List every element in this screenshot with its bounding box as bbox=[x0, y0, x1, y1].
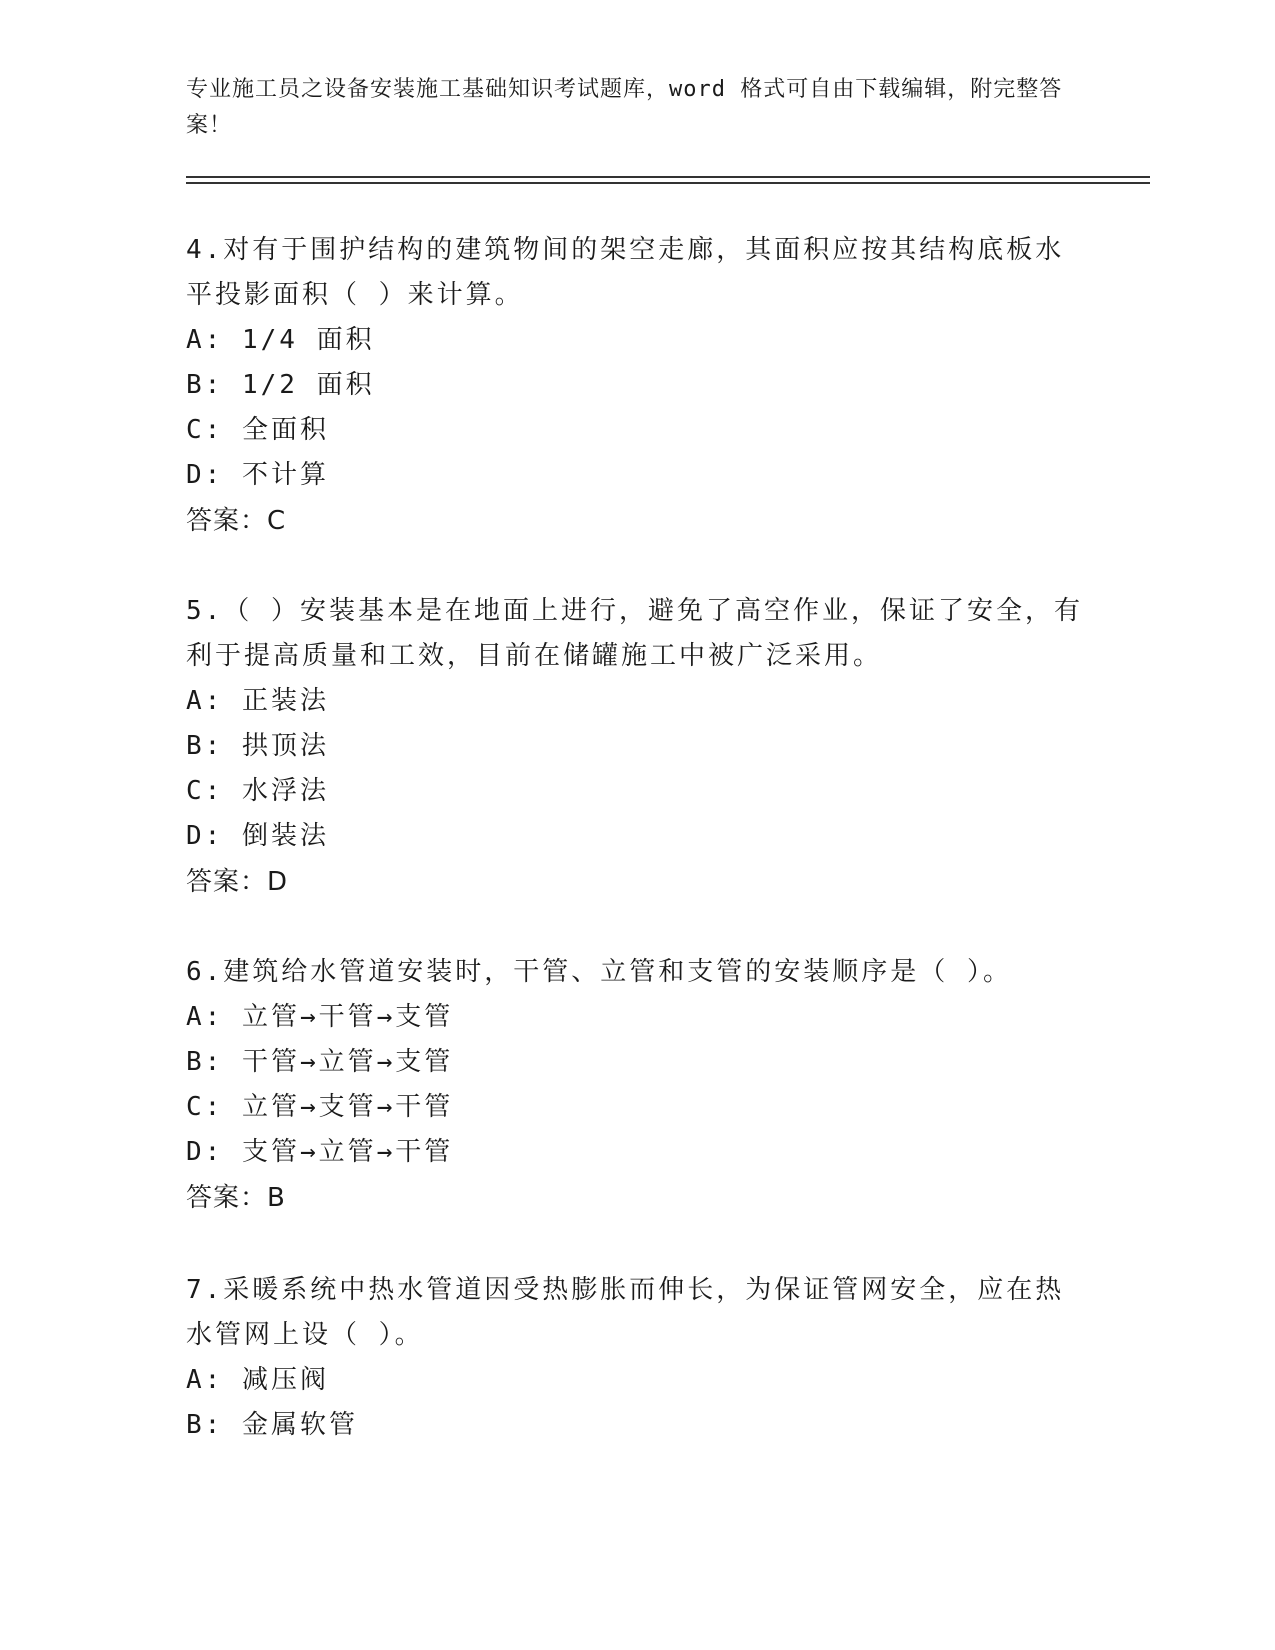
option-c: C: 全面积 bbox=[186, 415, 329, 445]
option-b: B: 拱顶法 bbox=[186, 731, 329, 761]
option-b: B: 金属软管 bbox=[186, 1410, 358, 1440]
option-c: C: 水浮法 bbox=[186, 776, 329, 806]
option-d: D: 支管→立管→干管 bbox=[186, 1137, 454, 1167]
option-b: B: 1/2 面积 bbox=[186, 370, 375, 400]
question-7 bbox=[186, 1268, 1086, 1448]
option-b: B: 干管→立管→支管 bbox=[186, 1047, 454, 1077]
question-text: 6.建筑给水管道安装时，干管、立管和支管的安装顺序是（ ）。 bbox=[186, 957, 1012, 987]
option-a: A: 1/4 面积 bbox=[186, 325, 375, 355]
question-6 bbox=[186, 950, 1086, 1221]
answer: 答案：B bbox=[186, 1183, 286, 1213]
question-5 bbox=[186, 589, 1086, 905]
header-rule-bottom bbox=[186, 182, 1150, 184]
answer: 答案：D bbox=[186, 867, 289, 897]
option-a: A: 减压阀 bbox=[186, 1365, 329, 1395]
option-d: D: 不计算 bbox=[186, 460, 329, 490]
document-header: 专业施工员之设备安装施工基础知识考试题库，word 格式可自由下载编辑，附完整答案！ bbox=[186, 77, 1063, 138]
question-text: 7.采暖系统中热水管道因受热膨胀而伸长，为保证管网安全，应在热水管网上设（ ）。 bbox=[186, 1275, 1065, 1350]
option-d: D: 倒装法 bbox=[186, 821, 329, 851]
question-text: 5.（ ）安装基本是在地面上进行，避免了高空作业，保证了安全，有利于提高质量和工效，目前在储罐施工中被广泛采用。 bbox=[186, 596, 1083, 671]
header-rule-top bbox=[186, 176, 1150, 178]
answer: 答案：C bbox=[186, 506, 287, 536]
option-a: A: 正装法 bbox=[186, 686, 329, 716]
option-c: C: 立管→支管→干管 bbox=[186, 1092, 454, 1122]
question-text: 4.对有于围护结构的建筑物间的架空走廊，其面积应按其结构底板水平投影面积（ ）来计算。 bbox=[186, 235, 1065, 310]
question-4 bbox=[186, 228, 1086, 544]
option-a: A: 立管→干管→支管 bbox=[186, 1002, 454, 1032]
